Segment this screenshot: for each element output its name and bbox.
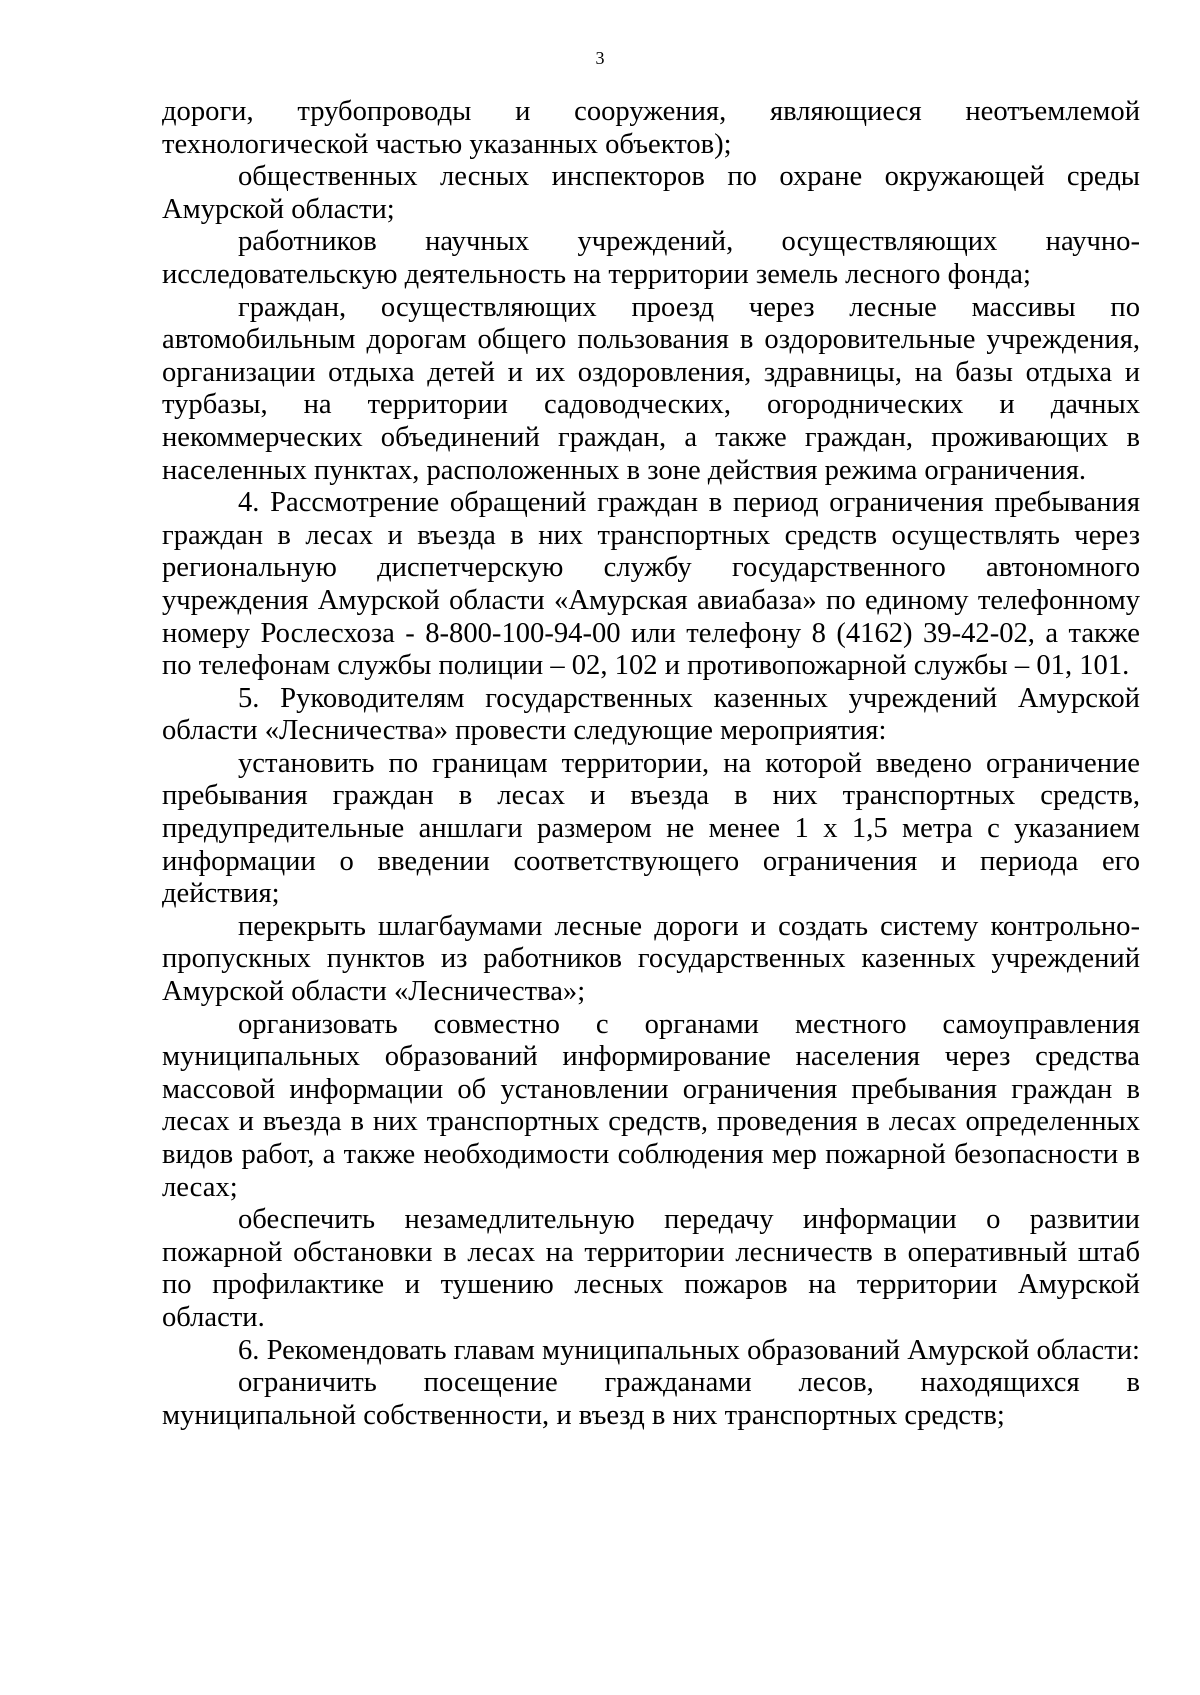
paragraph-citizens-transit: граждан, осуществляющих проезд через лесные массивы по автомобильным дорогам общего пользования в оздоровительные учреждения, организации отдыха детей и их оздоровления, здравницы, на базы отдыха и турбазы, на территории садоводческих, огороднических и дачных некоммерческих объединений граждан, а также граждан, проживающих в населенных пунктах, расположенных в зоне действия режима ограничения. (162, 291, 1140, 486)
paragraph-barriers: перекрыть шлагбаумами лесные дороги и создать систему контрольно-пропускных пунктов из работников государственных казенных учреждений Амурской области «Лесничества»; (162, 910, 1140, 1008)
paragraph-item-5: 5. Руководителям государственных казенных учреждений Амурской области «Лесничества» провести следующие мероприятия: (162, 682, 1140, 747)
paragraph-item-4: 4. Рассмотрение обращений граждан в период ограничения пребывания граждан в лесах и въезда в них транспортных средств осуществлять через региональную диспетчерскую службу государственного автономного учреждения Амурской области «Амурская авиабаза» по единому телефонному номеру Рослесхоза - 8-800-100-94-00 или телефону 8 (4162) 39-42-02, а также по телефонам службы полиции – 02, 102 и противопожарной службы – 01, 101. (162, 487, 1140, 682)
paragraph-inform-population: организовать совместно с органами местного самоуправления муниципальных образований информирование населения через средства массовой информации об установлении ограничения пребывания граждан в лесах и въезда в них транспортных средств, проведения в лесах определенных видов работ, а также необходимости соблюдения мер пожарной безопасности в лесах; (162, 1008, 1140, 1203)
paragraph-public-inspectors: общественных лесных инспекторов по охране окружающей среды Амурской области; (162, 161, 1140, 225)
paragraph-research-workers: работников научных учреждений, осуществляющих научно-исследовательскую деятельность на территории земель лесного фонда; (162, 226, 1140, 290)
paragraph-continued-roads: дороги, трубопроводы и сооружения, являющиеся неотъемлемой технологической частью указанных объектов); (162, 96, 1140, 160)
paragraph-warning-signs: установить по границам территории, на которой введено ограничение пребывания граждан в лесах и въезда в них транспортных средств, предупредительные аншлаги размером не менее 1 х 1,5 метра с указанием информации о введении соответствующего ограничения и периода его действия; (162, 747, 1140, 910)
paragraph-item-6: 6. Рекомендовать главам муниципальных образований Амурской области: (238, 1334, 1140, 1366)
document-body (162, 96, 1140, 1432)
page-number: 3 (595, 48, 605, 68)
paragraph-restrict-visits: ограничить посещение гражданами лесов, находящихся в муниципальной собственности, и въезд в них транспортных средств; (162, 1367, 1140, 1431)
paragraph-fire-info-transfer: обеспечить незамедлительную передачу информации о развитии пожарной обстановки в лесах на территории лесничеств в оперативный штаб по профилактике и тушению лесных пожаров на территории Амурской области. (162, 1204, 1140, 1333)
